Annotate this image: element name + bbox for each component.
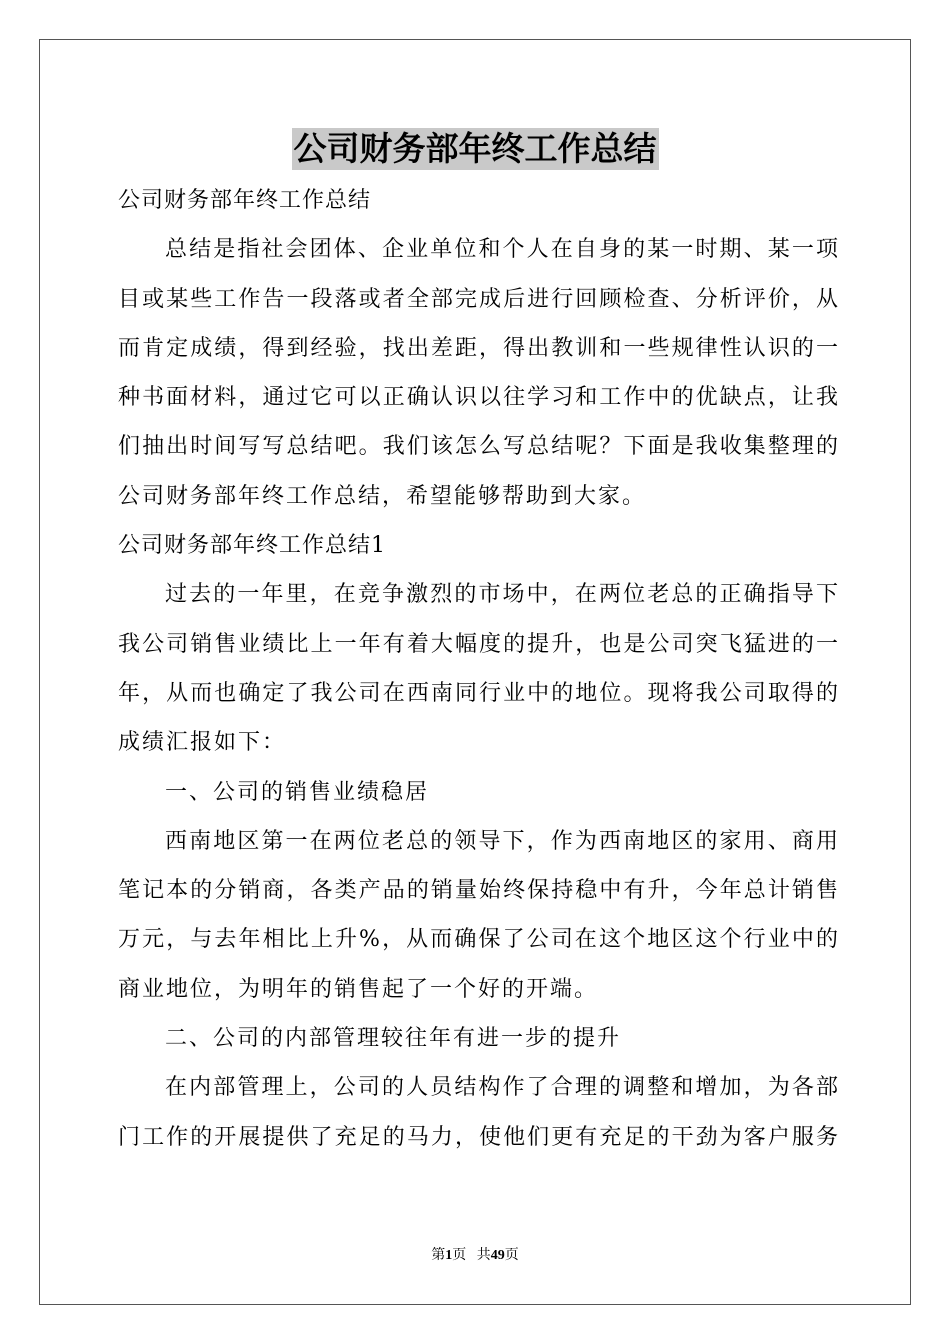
section-heading: 一、公司的销售业绩稳居 <box>165 779 430 805</box>
page-number: 1 <box>445 1248 453 1263</box>
title-area <box>0 128 950 170</box>
paragraph-line: 成绩汇报如下： <box>118 730 287 756</box>
page-prefix: 第 <box>431 1248 446 1263</box>
paragraph-line: 笔记本的分销商，各类产品的销量始终保持稳中有升，今年总计销售 <box>118 878 838 904</box>
document-title: 公司财务部年终工作总结 <box>293 129 657 168</box>
paragraph-line: 总结是指社会团体、企业单位和个人在自身的某一时期、某一项 <box>165 237 838 263</box>
page-suffix: 页 <box>452 1248 467 1263</box>
page-footer <box>0 1244 950 1264</box>
paragraph-line: 万元，与去年相比上升%，从而确保了公司在这个地区这个行业中的 <box>118 927 838 953</box>
paragraph-line: 过去的一年里，在竞争激烈的市场中，在两位老总的正确指导下 <box>165 582 838 608</box>
paragraph-line: 目或某些工作告一段落或者全部完成后进行回顾检查、分析评价，从 <box>118 286 838 312</box>
document-body <box>118 176 838 1162</box>
paragraph-line: 年，从而也确定了我公司在西南同行业中的地位。现将我公司取得的 <box>118 680 838 706</box>
paragraph-line: 而肯定成绩，得到经验，找出差距，得出教训和一些规律性认识的一 <box>118 335 838 361</box>
paragraph-line: 在内部管理上，公司的人员结构作了合理的调整和增加，为各部 <box>165 1075 838 1101</box>
paragraph-line: 商业地位，为明年的销售起了一个好的开端。 <box>118 976 599 1002</box>
total-prefix: 共 <box>476 1248 491 1263</box>
section-heading: 公司财务部年终工作总结1 <box>118 533 386 559</box>
paragraph-line: 门工作的开展提供了充足的马力，使他们更有充足的干劲为客户服务 <box>118 1124 838 1150</box>
subtitle-line: 公司财务部年终工作总结 <box>118 188 372 213</box>
paragraph-line: 公司财务部年终工作总结，希望能够帮助到大家。 <box>118 483 647 509</box>
section-heading: 二、公司的内部管理较往年有进一步的提升 <box>165 1026 622 1052</box>
paragraph-line: 们抽出时间写写总结吧。我们该怎么写总结呢？下面是我收集整理的 <box>118 434 838 460</box>
paragraph-line: 西南地区第一在两位老总的领导下，作为西南地区的家用、商用 <box>165 828 838 854</box>
total-pages: 49 <box>490 1248 505 1263</box>
paragraph-line: 种书面材料，通过它可以正确认识以往学习和工作中的优缺点，让我 <box>118 385 838 411</box>
total-suffix: 页 <box>504 1248 519 1263</box>
paragraph-line: 我公司销售业绩比上一年有着大幅度的提升，也是公司突飞猛进的一 <box>118 631 838 657</box>
